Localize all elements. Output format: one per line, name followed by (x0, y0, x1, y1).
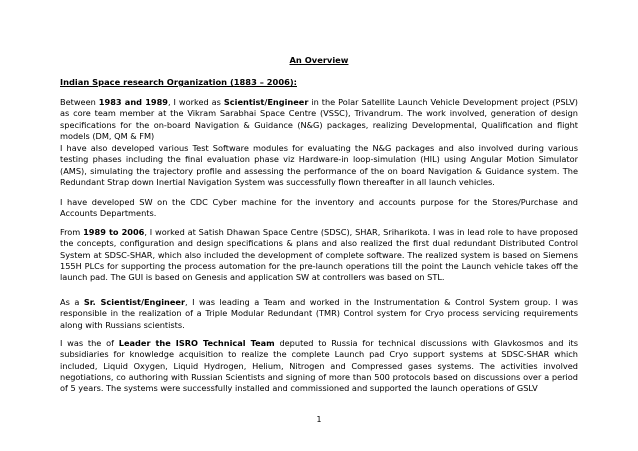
paragraph-text: , I was leading a Team and worked in the Instrumentation & Control System group. I was responsible in the realization of a Triple Modular Redundant (TMR) Control system for Cryo process servicing requirements along with Russians scientists. (60, 297, 578, 330)
paragraph-text: I was the of (60, 338, 119, 348)
page-title: An Overview (289, 55, 349, 65)
paragraph-bold: 1989 to 2006 (83, 227, 145, 237)
paragraph-text: in the Polar Satellite Launch Vehicle Development project (PSLV) as core team member at the Vikram Sarabhai Space Centre (VSSC), Trivandrum. The work involved, generation of design specifications for the on-board Navigation & Guidance (N&G) packages, realizing Developmental, Qualification and flight models (DM, QM & FM) (60, 97, 578, 141)
paragraph-bold: Leader the ISRO Technical Team (118, 338, 275, 348)
paragraph-bold: 1983 and 1989 (98, 97, 168, 107)
paragraph-isro-team (60, 338, 578, 394)
paragraph-text: As a (60, 297, 84, 307)
paragraph-vssc (60, 97, 578, 142)
paragraph-test-software (60, 143, 578, 188)
paragraph-sdsc-shar (60, 227, 578, 283)
paragraph-text: , I worked at Satish Dhawan Space Centre (SDSC), SHAR, Sriharikota. I was in lead role to have proposed the concepts, configuration and design specifications & plans and also realized the first dual redundant Distributed Control System at SDSC-SHAR, which also included the development of complete software. The realized system is based on Siemens 155H PLCs for supporting the process automation for the pre-launch operations till the point the Launch vehicle takes off the launch pad. The GUI is based on Genesis and application SW at controllers was based on STL. (60, 227, 578, 283)
paragraph-text: I have developed SW on the CDC Cyber machine for the inventory and accounts purpose for the Stores/Purchase and Accounts Departments. (60, 197, 578, 219)
paragraph-bold: Sr. Scientist/Engineer (83, 297, 186, 307)
paragraph-text: I have also developed various Test Software modules for evaluating the N&G packages and also involved during various testing phases including the final evaluation phase viz Hardware-in loop-simulation (HIL) using Angular Motion Simulator (AMS), simulating the trajectory profile and assessing the performance of the on board Navigation & Guidance system. The Redundant Strap down Inertial Navigation System was successfully flown thereafter in all launch vehicles. (60, 143, 578, 187)
page-number: 1 (316, 415, 322, 424)
section-heading: Indian Space research Organization (1883 – 2006): (60, 77, 297, 87)
paragraph-text: deputed to Russia for technical discussions with Glavkosmos and its subsidiaries for knowledge acquisition to realize the complete Launch pad Cryo support systems at SDSC-SHAR which included, Liquid Oxygen, Liquid Hydrogen, Helium, Nitrogen and Compressed gases systems. The activities involved negotiations, co authoring with Russian Scientists and signing of more than 500 protocols based on discussions over a period of 5 years. The systems were successfully installed and commissioned and supported the launch operations of GSLV (60, 338, 579, 394)
paragraph-text: , I worked as (168, 97, 224, 107)
paragraph-text: From (60, 227, 84, 237)
paragraph-bold: Scientist/Engineer (223, 97, 309, 107)
paragraph-text: Between (60, 97, 99, 107)
paragraph-cdc-cyber (60, 197, 578, 220)
paragraph-sr-scientist (60, 297, 578, 331)
